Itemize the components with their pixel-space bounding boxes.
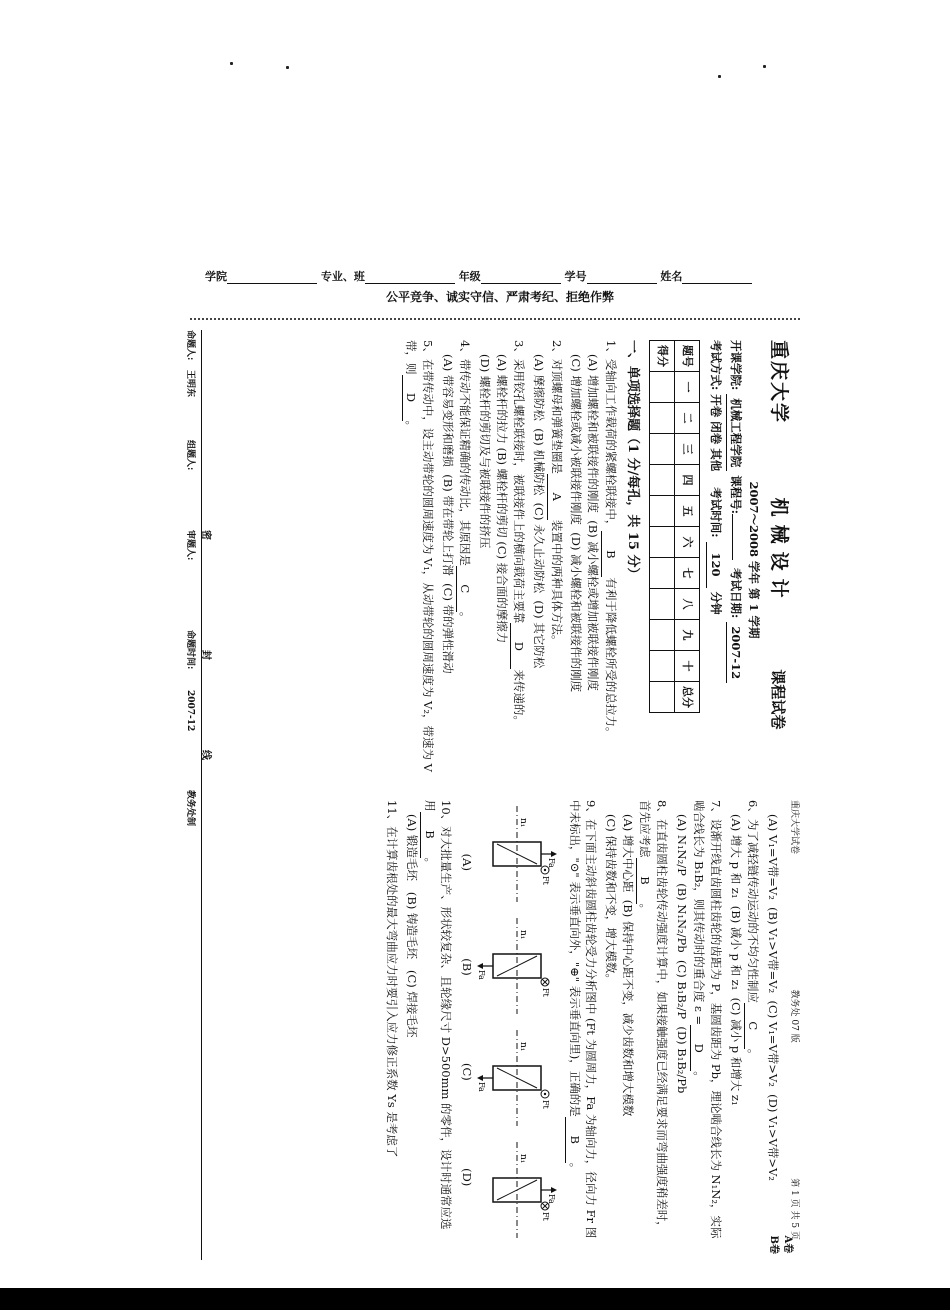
question-3	[476, 340, 527, 780]
score-col: 六	[675, 527, 700, 558]
option: (A) N₁N₂/P	[674, 814, 689, 876]
option: (D) 减小螺栓和被联接件的刚度	[569, 532, 584, 693]
score-col: 一	[675, 372, 700, 403]
question-text: 8、在直齿圆柱齿轮传动强度计算中，如果接触强度已经满足要求而弯曲强度稍差时，首先应考虑	[638, 800, 669, 1233]
footer-rule	[201, 330, 202, 1260]
page-number: 第 1 页 共 5 页	[789, 1178, 799, 1240]
question-text: 4、带传动不能保证精确的传动比，其原因是	[458, 340, 473, 566]
question-text: 9、在下面主动斜齿圆柱齿轮受力分析图中 (Ft 为圆周力，Fa 为轴向力，径向力 Fr 图中未标出，"⊙" 表示垂直向外，"⊕" 表示垂直向里)，正确的是	[567, 800, 599, 1239]
binding-mark: 封	[200, 650, 211, 660]
ft-label: Ft	[540, 988, 550, 997]
option: (D) 螺栓杆的剪切及与被联接件的挤压	[477, 354, 492, 549]
college-field-value: 机械工程学院	[726, 394, 744, 471]
scan-speck	[286, 66, 289, 69]
option: (C) 永久止动防松	[531, 502, 546, 594]
gear-diagram-b	[475, 916, 559, 1016]
term-line: 2007～2008 学年 第 1 学期	[747, 481, 762, 639]
course-no-value	[732, 514, 733, 560]
score-table	[649, 340, 700, 713]
exam-time-unit: 分钟	[709, 591, 724, 615]
figure-label: (A)	[459, 853, 474, 871]
gear-diagram-d	[475, 1140, 559, 1240]
answer-blank[interactable]: A	[547, 474, 565, 520]
question-text: 10、对大批量生产、形状较复杂、且轮缘尺寸 D>500mm 的零件，设计时通常应选用	[422, 800, 454, 1230]
question-5-options	[764, 814, 781, 1240]
n-label: n₁	[517, 1154, 528, 1164]
binding-mark: 线	[200, 750, 211, 760]
score-col: 九	[675, 620, 700, 651]
question-text: 7、设渐开线直齿圆柱齿轮的齿距为 P，基圆齿距为 Pb，理论啮合线长为 N₁N₂，实际啮合线长为 B₁B₂，则其传动时的重合度 ε =	[692, 800, 723, 1239]
fa-label: Fa	[476, 1082, 486, 1092]
score-cell[interactable]	[650, 527, 675, 558]
question-tail: 有利于降低螺栓所受的总拉力。	[603, 577, 618, 739]
answer-blank[interactable]: B	[601, 531, 619, 577]
exam-time-label: 考试时间:	[709, 487, 724, 538]
exam-time-value: 120	[706, 542, 724, 588]
answer-blank[interactable]: D	[402, 375, 420, 421]
college-row	[726, 340, 744, 780]
grade-blank[interactable]	[481, 272, 561, 284]
exam-paper-rotated	[185, 330, 800, 1260]
footer-group: 组题人:	[185, 440, 195, 471]
option: (B) 机械防松	[531, 428, 546, 496]
gear-diagram-c	[475, 1028, 559, 1128]
score-row-label: 题号	[675, 341, 700, 372]
figure-label: (D)	[459, 1168, 474, 1187]
score-col: 十	[675, 651, 700, 682]
fa-label: Fa	[546, 858, 556, 868]
gear-diagram-a	[475, 804, 559, 904]
scan-speck	[763, 65, 766, 68]
question-text: 5、在带传动中，设主动带轮的圆周速度为 V₁，从动带轮的圆周速度为 V₂，带速为 V带，则	[404, 340, 435, 772]
college-blank[interactable]	[227, 272, 317, 284]
score-table-header-row	[675, 341, 700, 713]
paper-b-checkbox[interactable]: B卷	[768, 1235, 779, 1254]
option: (A) 增加螺栓和被联接件的刚度	[585, 354, 600, 513]
option: (A) 增大 p 和 z₁	[728, 814, 743, 899]
score-row-label: 得分	[650, 341, 675, 372]
option: (B) 减小 p 和 z₁	[728, 905, 743, 991]
question-2	[530, 340, 564, 780]
ft-label: Ft	[540, 876, 550, 885]
question-tail: 。	[404, 420, 419, 432]
footer-setter: 命题人:	[185, 330, 195, 361]
option: (A) 锻造毛坯	[404, 814, 419, 881]
major-blank[interactable]	[365, 272, 455, 284]
score-cell[interactable]	[650, 403, 675, 434]
n-label: n₁	[517, 1042, 528, 1052]
footer-time-label: 命题时间:	[185, 630, 195, 670]
option: (A) 带容易变形和磨损	[440, 354, 455, 467]
question-text: 3、采用铰孔螺栓联接时，被联接件上的横向载荷主要靠	[512, 340, 527, 624]
score-col: 四	[675, 465, 700, 496]
question-text: 1、受轴向工作载荷的紧螺栓联接中，	[603, 340, 618, 532]
scan-bottom-edge	[0, 1288, 950, 1310]
college-field-label: 开课学院:	[728, 340, 743, 391]
major-label: 专业、班	[320, 270, 365, 283]
question-text: 11、在计算齿根处的最大弯曲应力时要引入应力修正系数 Ys 是考虑了	[385, 800, 400, 1158]
option: (C) V₁=V带>V₂	[765, 1000, 780, 1087]
subject-title: 机械设计	[768, 497, 790, 606]
n-label: n₁	[517, 930, 528, 940]
option: (B) 带在带轮上打滑	[440, 474, 455, 576]
option: (A) 摩擦防松	[531, 354, 546, 421]
grade-label: 年级	[458, 270, 481, 283]
fa-label: Fa	[546, 1194, 556, 1204]
question-tail: 装置中的两种具体方法。	[549, 519, 564, 647]
question-8	[602, 800, 670, 1240]
question-4	[439, 340, 473, 780]
question-tail: 。	[692, 1071, 707, 1083]
figure-label: (B)	[459, 958, 474, 976]
option: (A) 螺栓杆的拉力	[494, 354, 509, 444]
answer-blank[interactable]: B	[565, 1117, 583, 1163]
option: (C) 减小 p 和增大 z₁	[728, 997, 743, 1106]
question-11	[384, 800, 401, 1240]
score-cell[interactable]	[650, 682, 675, 713]
student-no-label: 学号	[564, 270, 587, 283]
score-cell[interactable]	[650, 651, 675, 682]
school-tag: 重庆大学试卷	[789, 800, 799, 855]
option: (B) V₁>V带=V₂	[765, 907, 780, 994]
question-5	[402, 340, 436, 780]
fa-label: Fa	[476, 970, 486, 980]
question-tail: 。	[746, 1048, 761, 1061]
score-cell[interactable]	[650, 372, 675, 403]
answer-blank[interactable]: C	[744, 1003, 762, 1049]
figure-labels	[458, 810, 475, 1230]
question-9	[565, 800, 599, 1240]
paper-type: 课程试卷	[769, 669, 787, 730]
question-tail: 。	[638, 903, 653, 915]
exam-date-value: 2007-12	[726, 622, 744, 683]
scan-speck	[230, 62, 233, 65]
option: (C) 接合面的摩擦力	[494, 541, 509, 644]
exam-column-left	[399, 340, 800, 780]
option: (D) V₁>V带>V₂	[765, 1094, 780, 1181]
option: (D) B₁B₂/Pb	[674, 1026, 689, 1094]
binding-mark: 密	[200, 530, 211, 540]
section-title: 一、单项选择题（1 分/每孔，共 15 分）	[625, 340, 641, 581]
page-info	[787, 800, 800, 1240]
honesty-motto: 公平竞争、诚实守信、严肃考纪、拒绝作弊	[385, 290, 614, 304]
option: (D) 其它防松	[531, 600, 546, 669]
option: (C) B₁B₂/P	[674, 959, 689, 1020]
option: (C) 保持齿数和不变，增大模数。	[603, 814, 618, 985]
question-10	[403, 800, 454, 1240]
student-info-header	[205, 268, 795, 284]
university-name: 重庆大学	[768, 340, 790, 425]
footer-office: 教务处制	[185, 790, 195, 827]
college-label: 学院	[205, 270, 227, 283]
binding-dotted-line	[190, 318, 800, 320]
option: (C) 带的弹性滑动	[440, 583, 455, 674]
score-table-score-row	[650, 341, 675, 713]
option: (B) 铸造毛坯	[404, 891, 419, 959]
score-cell[interactable]	[650, 620, 675, 651]
course-no-label: 课程号:	[728, 475, 743, 515]
question-tail: 。	[458, 611, 473, 624]
score-col: 七	[675, 558, 700, 589]
answer-blank[interactable]: C	[456, 566, 474, 612]
ft-label: Ft	[540, 1212, 550, 1221]
score-cell[interactable]	[650, 496, 675, 527]
score-col: 总分	[675, 682, 700, 713]
question-7	[673, 800, 724, 1240]
option: (C) 增加螺栓或减小被联接件刚度	[569, 354, 584, 525]
method-options: 开卷 闭卷 其他	[709, 394, 724, 472]
score-cell[interactable]	[650, 434, 675, 465]
n-label: n₁	[517, 818, 528, 828]
option: (A) 增大中心距	[620, 814, 635, 893]
question-tail: 。	[422, 857, 437, 869]
answer-blank[interactable]: D	[690, 1025, 708, 1071]
footer-setter-name: 王明东	[185, 370, 195, 398]
option: (B) 保持中心距不变，减少齿数和增大模数	[620, 899, 635, 1117]
score-col: 八	[675, 589, 700, 620]
question-text: 2、对顶螺母和弹簧垫圈是	[549, 340, 564, 474]
student-no-blank[interactable]	[587, 272, 657, 284]
ft-label: Ft	[540, 1100, 550, 1109]
figure-label: (C)	[459, 1063, 474, 1081]
footer-reviewer: 审题人:	[185, 530, 195, 561]
question-text: 6、为了减轻链传动运动的不均匀性制应	[746, 800, 761, 1003]
footer-time-value: 2007-12	[185, 690, 195, 732]
option: (B) 减小螺栓或增加被联接件刚度	[585, 520, 600, 691]
name-blank[interactable]	[682, 272, 752, 284]
answer-blank[interactable]: B	[420, 812, 438, 858]
answer-blank[interactable]: D	[510, 623, 528, 669]
score-col: 二	[675, 403, 700, 434]
method-label: 考试方式:	[709, 340, 724, 391]
score-col: 三	[675, 434, 700, 465]
score-cell[interactable]	[650, 589, 675, 620]
paper-a-checkbox[interactable]: A卷	[782, 1235, 793, 1254]
score-cell[interactable]	[650, 465, 675, 496]
score-cell[interactable]	[650, 558, 675, 589]
option: (C) 焊接毛坯	[404, 969, 419, 1038]
score-col: 五	[675, 496, 700, 527]
option: (B) 螺栓杆的剪切	[494, 447, 509, 538]
question-tail: 来传递的。	[512, 669, 527, 727]
question-6	[727, 800, 761, 1240]
exam-column-right	[381, 800, 800, 1240]
option: (A) V₁=V带=V₂	[765, 814, 780, 900]
exam-date-label: 考试日期:	[728, 568, 743, 619]
method-row	[706, 340, 724, 780]
scan-speck	[718, 75, 721, 78]
answer-blank[interactable]: B	[636, 858, 654, 904]
option: (B) N₁N₂/Pb	[674, 883, 689, 953]
office-tag: 教务处 07 版	[789, 989, 799, 1043]
question-1	[568, 340, 619, 780]
gear-force-figures	[475, 804, 559, 1240]
name-label: 姓名	[660, 270, 683, 283]
question-tail: 。	[567, 1162, 582, 1175]
